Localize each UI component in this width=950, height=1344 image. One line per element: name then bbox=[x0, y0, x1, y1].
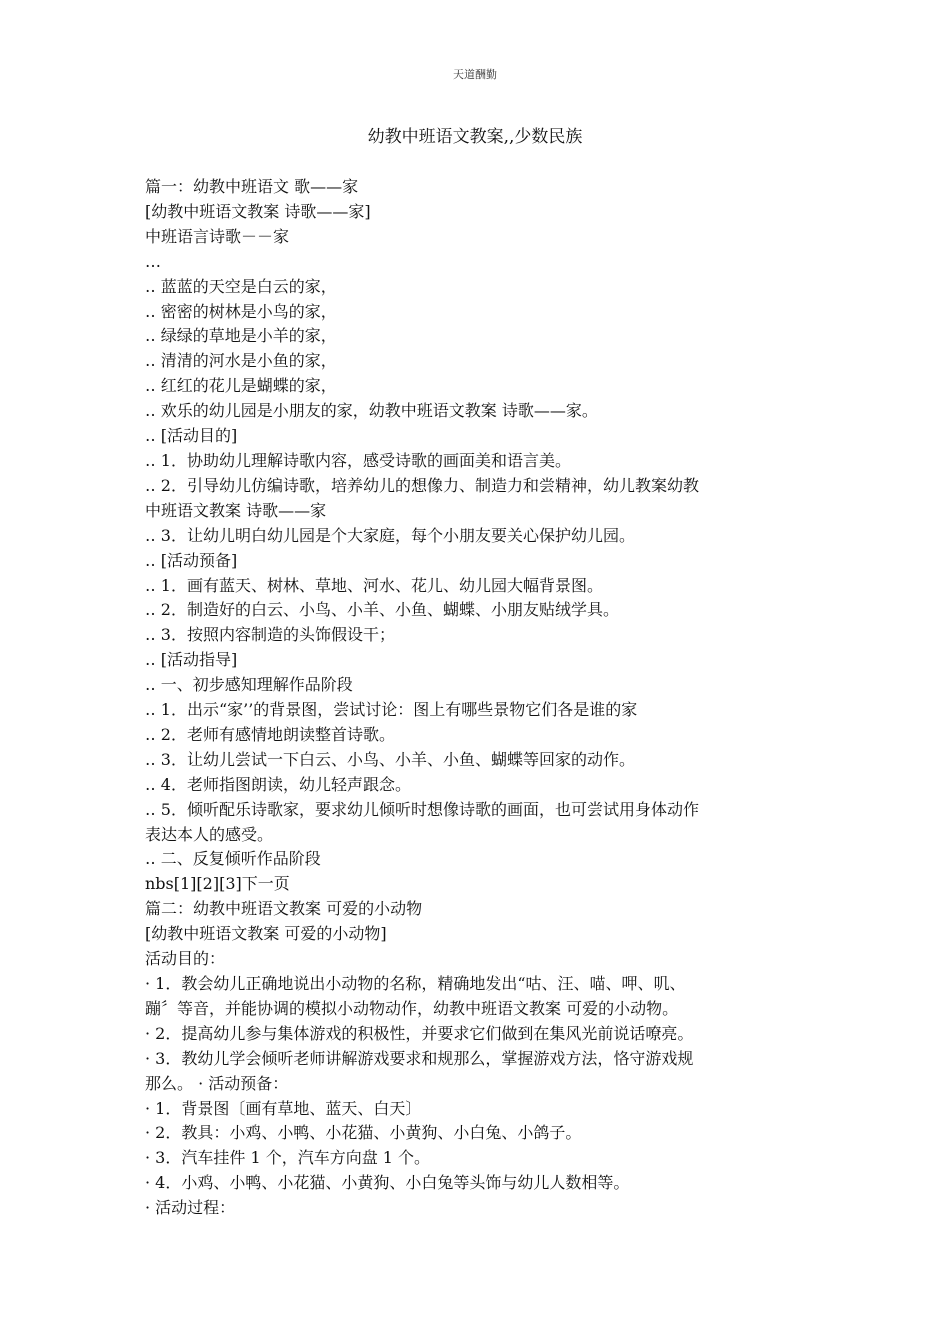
text-line: · 2．教具：小鸡、小鸭、小花猫、小黄狗、小白兔、小鸽子。 bbox=[145, 1123, 582, 1143]
text-line: 篇二：幼教中班语文教案 可爱的小动物 bbox=[145, 899, 423, 919]
text-line: ‥ 2．引导幼儿仿编诗歌，培养幼儿的想像力、制造力和尝精神，幼儿教案幼教 bbox=[145, 475, 699, 495]
text-line: ‥ 2．老师有感情地朗读整首诗歌。 bbox=[145, 724, 395, 744]
text-line: [幼教中班语文教案 可爱的小动物] bbox=[145, 924, 387, 944]
page-header: 天道酬勤 bbox=[453, 68, 497, 81]
text-line: ‥ 2．制造好的白云、小鸟、小羊、小鱼、蝴蝶、小朋友贴绒学具。 bbox=[145, 600, 619, 620]
text-line: ‥ 4．老师指图朗读，幼儿轻声跟念。 bbox=[145, 774, 411, 794]
text-line: ‥ 1．协助幼儿理解诗歌内容，感受诗歌的画面美和语言美。 bbox=[145, 450, 571, 470]
text-line: ‥ [活动预备] bbox=[145, 550, 238, 570]
text-line: ‥ 3．让幼儿尝试一下白云、小鸟、小羊、小鱼、蝴蝶等回家的动作。 bbox=[145, 749, 635, 769]
text-line: · 1．教会幼儿正确地说出小动物的名称，精确地发出“咕、汪、喵、呷、叽、 bbox=[145, 974, 686, 993]
text-line: nbs[1][2][3]下一页 bbox=[145, 874, 290, 894]
text-line: ‥ 5．倾听配乐诗歌家，要求幼儿倾听时想像诗歌的画面，也可尝试用身体动作 bbox=[145, 799, 699, 819]
text-line: 中班语文教案 诗歌——家 bbox=[145, 500, 327, 520]
text-line: ‥ 1．画有蓝天、树林、草地、河水、花儿、幼儿园大幅背景图。 bbox=[145, 575, 603, 595]
text-line: · 4．小鸡、小鸭、小花猫、小黄狗、小白兔等头饰与幼儿人数相等。 bbox=[145, 1173, 630, 1193]
text-line: · 2．提高幼儿参与集体游戏的积极性，并要求它们做到在集风光前说话嘹亮。 bbox=[145, 1023, 694, 1043]
text-line: 表达本人的感受。 bbox=[145, 824, 274, 844]
text-line: ‥ 清清的河水是小鱼的家， bbox=[145, 351, 337, 371]
text-line: ‥ 一、初步感知理解作品阶段 bbox=[145, 675, 353, 695]
text-line: 活动目的： bbox=[145, 949, 226, 969]
text-line: ‥ 3．按照内容制造的头饰假设干； bbox=[145, 625, 395, 645]
text-line: 那么。 · 活动预备： bbox=[145, 1073, 289, 1093]
text-line: ‥ 蓝蓝的天空是白云的家， bbox=[145, 276, 337, 296]
text-line: 中班语言诗歌－－家 bbox=[145, 226, 290, 246]
text-line: ‥ 绿绿的草地是小羊的家， bbox=[145, 326, 337, 346]
text-line: ‥ [活动指导] bbox=[145, 650, 238, 670]
text-line: ‥ [活动目的] bbox=[145, 426, 238, 446]
text-line: ‥ 二、反复倾听作品阶段 bbox=[145, 849, 321, 869]
text-line: ‥ 1．出示“家’’的背景图，尝试讨论：图上有哪些景物它们各是谁的家 bbox=[145, 700, 638, 720]
text-line: 蹦〞等音，并能协调的模拟小动物动作，幼教中班语文教案 可爱的小动物。 bbox=[145, 998, 679, 1018]
text-line: ‥ 密密的树林是小鸟的家， bbox=[145, 301, 337, 321]
text-line: · 活动过程： bbox=[145, 1198, 236, 1218]
document-body bbox=[145, 175, 810, 1221]
text-line: · 3．教幼儿学会倾听老师讲解游戏要求和规那么，掌握游戏方法，恪守游戏规 bbox=[145, 1048, 694, 1068]
text-line: ‥ 红红的花儿是蝴蝶的家， bbox=[145, 376, 337, 396]
document-title: 幼教中班语文教案,,少数民族 bbox=[367, 127, 583, 147]
text-line: 篇一：幼教中班语文 歌——家 bbox=[145, 177, 359, 196]
text-line: ‥ 3．让幼儿明白幼儿园是个大家庭，每个小朋友要关心保护幼儿园。 bbox=[145, 525, 635, 545]
text-line: … bbox=[145, 251, 161, 271]
text-line: [幼教中班语文教案 诗歌——家] bbox=[145, 201, 371, 221]
text-line: · 1．背景图〔画有草地、蓝天、白天〕 bbox=[145, 1098, 422, 1118]
text-line: ‥ 欢乐的幼儿园是小朋友的家，幼教中班语文教案 诗歌——家。 bbox=[145, 401, 598, 421]
text-line: · 3．汽车挂件 1 个，汽车方向盘 1 个。 bbox=[145, 1148, 431, 1168]
